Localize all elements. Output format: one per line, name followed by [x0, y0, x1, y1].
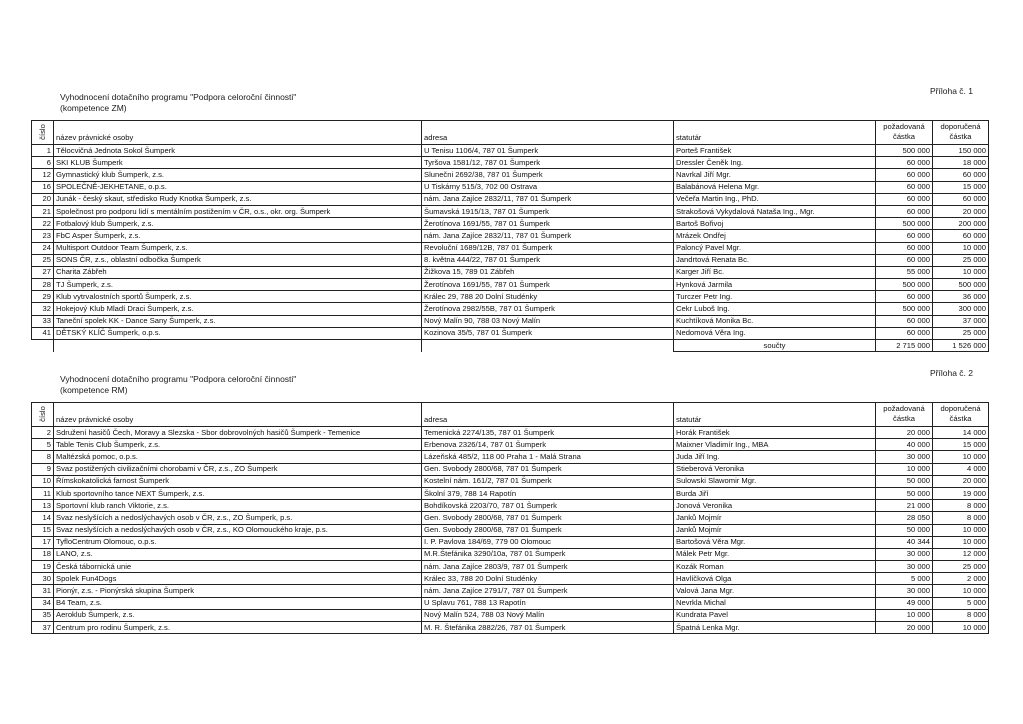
cell-adresa: Slunečni 2692/38, 787 01 Šumperk — [422, 169, 674, 181]
cell-adresa: Gen. Svobody 2800/68, 787 01 Šumperk — [422, 524, 674, 536]
table-row — [32, 242, 989, 254]
cell-doporucena: 4 000 — [933, 463, 989, 475]
cell-cislo: 32 — [32, 303, 54, 315]
cell-nazev: Svaz neslyšících a nedoslýchavých osob v ČR, z.s., KO Olomouckého kraje, p.s. — [54, 524, 422, 536]
cell-doporucena: 8 000 — [933, 512, 989, 524]
table-row — [32, 303, 989, 315]
header-cislo: číslo — [32, 121, 54, 145]
cell-statutar: Strakošová Vykydalová Nataša Ing., Mgr. — [674, 205, 876, 217]
table-row — [32, 573, 989, 585]
cell-nazev: Klub vytrvalostních sportů Šumperk, z.s. — [54, 291, 422, 303]
cell-adresa: Šumavská 1915/13, 787 01 Šumperk — [422, 205, 674, 217]
cell-cislo: 1 — [32, 145, 54, 157]
cell-nazev: Hokejový Klub Mladí Draci Šumperk, z.s. — [54, 303, 422, 315]
table-row — [32, 536, 989, 548]
header-adresa: adresa — [422, 121, 674, 145]
cell-doporucena: 36 000 — [933, 291, 989, 303]
table-row — [32, 524, 989, 536]
cell-statutar: Kundrata Pavel — [674, 609, 876, 621]
cell-doporucena: 10 000 — [933, 266, 989, 278]
cell-pozadovana: 60 000 — [876, 169, 933, 181]
section2-title: Vyhodnocení dotačního programu "Podpora celoroční činnosti" — [60, 374, 297, 384]
cell-adresa: I. P. Pavlova 184/69, 779 00 Olomouc — [422, 536, 674, 548]
sum-label: součty — [674, 340, 876, 352]
cell-doporucena: 10 000 — [933, 242, 989, 254]
cell-cislo: 17 — [32, 536, 54, 548]
cell-statutar: Jonová Veronika — [674, 500, 876, 512]
cell-nazev: Klub sportovního tance NEXT Šumperk, z.s. — [54, 487, 422, 499]
cell-nazev: Maltézská pomoc, o.p.s. — [54, 451, 422, 463]
cell-nazev: TJ Šumperk, z.s. — [54, 279, 422, 291]
cell-adresa: Žižkova 15, 789 01 Zábřeh — [422, 266, 674, 278]
table-row — [32, 291, 989, 303]
table-row — [32, 254, 989, 266]
cell-doporucena: 10 000 — [933, 524, 989, 536]
cell-nazev: FbC Asper Šumperk, z.s. — [54, 230, 422, 242]
cell-nazev: Spolek Fun4Dogs — [54, 573, 422, 585]
cell-adresa: Žerotínova 2982/55B, 787 01 Šumperk — [422, 303, 674, 315]
cell-adresa: Revoluční 1689/12B, 787 01 Šumperk — [422, 242, 674, 254]
cell-nazev: Gymnastický klub Šumperk, z.s. — [54, 169, 422, 181]
cell-adresa: Lázeňská 485/2, 118 00 Praha 1 - Malá Strana — [422, 451, 674, 463]
cell-statutar: Bartoš Bořivoj — [674, 218, 876, 230]
cell-nazev: Římskokatolická farnost Šumperk — [54, 475, 422, 487]
cell-doporucena: 20 000 — [933, 205, 989, 217]
cell-statutar: Večeřa Martin Ing., PhD. — [674, 193, 876, 205]
cell-statutar: Stieberová Veronika — [674, 463, 876, 475]
table-row — [32, 145, 989, 157]
cell-adresa: Kostelní nám. 161/2, 787 01 Šumperk — [422, 475, 674, 487]
cell-doporucena: 8 000 — [933, 609, 989, 621]
cell-adresa: Nový Malín 90, 788 03 Nový Malín — [422, 315, 674, 327]
cell-nazev: Multisport Outdoor Team Šumperk, z.s. — [54, 242, 422, 254]
cell-statutar: Špatná Lenka Mgr. — [674, 622, 876, 634]
header-cislo: číslo — [32, 403, 54, 427]
cell-pozadovana: 60 000 — [876, 181, 933, 193]
cell-adresa: Králec 29, 788 20 Dolní Studénky — [422, 291, 674, 303]
cell-statutar: Dressler Čeněk Ing. — [674, 157, 876, 169]
cell-statutar: Turczer Petr Ing. — [674, 291, 876, 303]
cell-adresa: Gen. Svobody 2800/68, 787 01 Šumperk — [422, 512, 674, 524]
cell-cislo: 37 — [32, 622, 54, 634]
cell-doporucena: 14 000 — [933, 427, 989, 439]
cell-statutar: Nedomová Věra Ing. — [674, 327, 876, 339]
table-row — [32, 266, 989, 278]
cell-pozadovana: 49 000 — [876, 597, 933, 609]
cell-nazev: SPOLEČNĚ-JEKHETANE, o.p.s. — [54, 181, 422, 193]
cell-nazev: Aeroklub Šumperk, z.s. — [54, 609, 422, 621]
cell-nazev: SKI KLUB Šumperk — [54, 157, 422, 169]
cell-cislo: 19 — [32, 561, 54, 573]
cell-statutar: Valová Jana Mgr. — [674, 585, 876, 597]
cell-nazev: Česká tábornická unie — [54, 561, 422, 573]
cell-doporucena: 15 000 — [933, 181, 989, 193]
cell-cislo: 24 — [32, 242, 54, 254]
table-row — [32, 427, 989, 439]
cell-nazev: LANO, z.s. — [54, 548, 422, 560]
cell-pozadovana: 60 000 — [876, 242, 933, 254]
cell-nazev: Taneční spolek KK - Dance Sany Šumperk, z.s. — [54, 315, 422, 327]
cell-doporucena: 18 000 — [933, 157, 989, 169]
cell-doporucena: 12 000 — [933, 548, 989, 560]
cell-adresa: Králec 33, 788 20 Dolní Studénky — [422, 573, 674, 585]
cell-cislo: 2 — [32, 427, 54, 439]
section2-table — [31, 402, 989, 634]
cell-cislo: 20 — [32, 193, 54, 205]
table-row — [32, 622, 989, 634]
table-row — [32, 548, 989, 560]
cell-doporucena: 10 000 — [933, 622, 989, 634]
cell-cislo: 21 — [32, 205, 54, 217]
cell-nazev: Fotbalový klub Šumperk, z.s. — [54, 218, 422, 230]
cell-pozadovana: 5 000 — [876, 573, 933, 585]
cell-doporucena: 20 000 — [933, 475, 989, 487]
cell-nazev: Centrum pro rodinu Šumperk, z.s. — [54, 622, 422, 634]
cell-cislo: 29 — [32, 291, 54, 303]
cell-pozadovana: 30 000 — [876, 451, 933, 463]
cell-pozadovana: 28 050 — [876, 512, 933, 524]
cell-pozadovana: 50 000 — [876, 475, 933, 487]
cell-cislo: 16 — [32, 181, 54, 193]
cell-cislo: 41 — [32, 327, 54, 339]
cell-pozadovana: 20 000 — [876, 427, 933, 439]
section1-sum-row — [32, 340, 989, 352]
header-doporucena: doporučená částka — [933, 403, 989, 427]
cell-nazev: Společnost pro podporu lidí s mentálním postižením v ČR, o.s., okr. org. Šumperk — [54, 205, 422, 217]
cell-adresa: nám. Jana Zajíce 2832/11, 787 01 Šumperk — [422, 193, 674, 205]
cell-cislo: 23 — [32, 230, 54, 242]
cell-adresa: nám. Jana Zajíce 2803/9, 787 01 Šumperk — [422, 561, 674, 573]
cell-cislo: 30 — [32, 573, 54, 585]
section1-heading — [60, 92, 296, 114]
cell-pozadovana: 10 000 — [876, 609, 933, 621]
section1-table — [31, 120, 989, 352]
header-pozadovana: požadovaná částka — [876, 403, 933, 427]
cell-statutar: Málek Petr Mgr. — [674, 548, 876, 560]
cell-doporucena: 25 000 — [933, 561, 989, 573]
cell-adresa: Kozinova 35/5, 787 01 Šumperk — [422, 327, 674, 339]
cell-doporucena: 5 000 — [933, 597, 989, 609]
cell-adresa: Temenická 2274/135, 787 01 Šumperk — [422, 427, 674, 439]
cell-pozadovana: 60 000 — [876, 205, 933, 217]
cell-pozadovana: 10 000 — [876, 463, 933, 475]
table-row — [32, 230, 989, 242]
cell-statutar: Balabánová Helena Mgr. — [674, 181, 876, 193]
table-row — [32, 500, 989, 512]
cell-cislo: 18 — [32, 548, 54, 560]
table-row — [32, 439, 989, 451]
cell-adresa: Tyršova 1581/12, 787 01 Šumperk — [422, 157, 674, 169]
cell-statutar: Mrázek Ondřej — [674, 230, 876, 242]
table-row — [32, 193, 989, 205]
cell-nazev: SONS ČR, z.s., oblastní odbočka Šumperk — [54, 254, 422, 266]
cell-nazev: Svaz neslyšících a nedoslýchavých osob v ČR, z.s., ZO Šumperk, p.s. — [54, 512, 422, 524]
cell-doporucena: 60 000 — [933, 169, 989, 181]
cell-statutar: Kuchtíková Monika Bc. — [674, 315, 876, 327]
cell-nazev: Sportovní klub ranch Viktorie, z.s. — [54, 500, 422, 512]
cell-pozadovana: 50 000 — [876, 487, 933, 499]
cell-doporucena: 2 000 — [933, 573, 989, 585]
table-row — [32, 487, 989, 499]
cell-doporucena: 19 000 — [933, 487, 989, 499]
cell-cislo: 15 — [32, 524, 54, 536]
section1-body — [32, 145, 989, 340]
cell-pozadovana: 55 000 — [876, 266, 933, 278]
cell-nazev: Tělocvičná Jednota Sokol Šumperk — [54, 145, 422, 157]
table-row — [32, 585, 989, 597]
sum-pozadovana: 2 715 000 — [876, 340, 933, 352]
table-row — [32, 327, 989, 339]
sum-doporucena: 1 526 000 — [933, 340, 989, 352]
cell-nazev: TyfloCentrum Olomouc, o.p.s. — [54, 536, 422, 548]
cell-doporucena: 10 000 — [933, 451, 989, 463]
cell-statutar: Burda Jiří — [674, 487, 876, 499]
cell-pozadovana: 500 000 — [876, 218, 933, 230]
header-doporucena: doporučená částka — [933, 121, 989, 145]
cell-adresa: Žerotínova 1691/55, 787 01 Šumperk — [422, 218, 674, 230]
cell-doporucena: 10 000 — [933, 585, 989, 597]
table-row — [32, 279, 989, 291]
cell-doporucena: 60 000 — [933, 230, 989, 242]
cell-statutar: Sulowski Slawomir Mgr. — [674, 475, 876, 487]
cell-cislo: 34 — [32, 597, 54, 609]
cell-nazev: B4 Team, z.s. — [54, 597, 422, 609]
cell-doporucena: 15 000 — [933, 439, 989, 451]
header-statutar: statutár — [674, 121, 876, 145]
header-pozadovana: požadovaná částka — [876, 121, 933, 145]
cell-adresa: U Splavu 761, 788 13 Rapotín — [422, 597, 674, 609]
section2-body — [32, 427, 989, 634]
cell-cislo: 5 — [32, 439, 54, 451]
cell-pozadovana: 40 000 — [876, 439, 933, 451]
cell-statutar: Bartošová Věra Mgr. — [674, 536, 876, 548]
table-row — [32, 597, 989, 609]
header-nazev: název právnické osoby — [54, 121, 422, 145]
cell-statutar: Janků Mojmír — [674, 512, 876, 524]
cell-doporucena: 25 000 — [933, 327, 989, 339]
table-row — [32, 205, 989, 217]
cell-doporucena: 200 000 — [933, 218, 989, 230]
cell-statutar: Kozák Roman — [674, 561, 876, 573]
section1-title: Vyhodnocení dotačního programu "Podpora celoroční činnosti" — [60, 92, 297, 102]
cell-adresa: 8. května 444/22, 787 01 Šumperk — [422, 254, 674, 266]
cell-pozadovana: 30 000 — [876, 585, 933, 597]
cell-statutar: Hynková Jarmila — [674, 279, 876, 291]
section2-heading — [60, 374, 296, 396]
section2-subtitle: (kompetence RM) — [60, 385, 128, 395]
cell-statutar: Juda Jiří Ing. — [674, 451, 876, 463]
cell-adresa: Gen. Svobody 2800/68, 787 01 Šumperk — [422, 463, 674, 475]
section2-header-row — [32, 403, 989, 427]
cell-pozadovana: 500 000 — [876, 145, 933, 157]
cell-adresa: Školní 379, 788 14 Rapotín — [422, 487, 674, 499]
cell-cislo: 33 — [32, 315, 54, 327]
cell-pozadovana: 30 000 — [876, 561, 933, 573]
table-row — [32, 218, 989, 230]
section1-appendix-label: Příloha č. 1 — [930, 86, 973, 96]
table-row — [32, 181, 989, 193]
cell-pozadovana: 30 000 — [876, 548, 933, 560]
table-row — [32, 169, 989, 181]
cell-cislo: 25 — [32, 254, 54, 266]
cell-cislo: 8 — [32, 451, 54, 463]
table-row — [32, 561, 989, 573]
cell-doporucena: 150 000 — [933, 145, 989, 157]
cell-pozadovana: 60 000 — [876, 193, 933, 205]
cell-pozadovana: 21 000 — [876, 500, 933, 512]
cell-statutar: Cekr Luboš Ing. — [674, 303, 876, 315]
cell-statutar: Navrkal Jiří Mgr. — [674, 169, 876, 181]
cell-statutar: Karger Jiří Bc. — [674, 266, 876, 278]
cell-cislo: 13 — [32, 500, 54, 512]
cell-nazev: Svaz postižených civilizačními chorobami v ČR, z.s., ZO Šumperk — [54, 463, 422, 475]
cell-adresa: Žerotínova 1691/55, 787 01 Šumperk — [422, 279, 674, 291]
cell-nazev: Sdružení hasičů Čech, Moravy a Slezska - Sbor dobrovolných hasičů Šumperk - Temenice — [54, 427, 422, 439]
cell-pozadovana: 60 000 — [876, 230, 933, 242]
cell-nazev: Pionýr, z.s. - Pionýrská skupina Šumperk — [54, 585, 422, 597]
cell-adresa: nám. Jana Zajíce 2832/11, 787 01 Šumperk — [422, 230, 674, 242]
cell-doporucena: 25 000 — [933, 254, 989, 266]
cell-nazev: Charita Zábřeh — [54, 266, 422, 278]
table-row — [32, 609, 989, 621]
cell-statutar: Jandrtová Renata Bc. — [674, 254, 876, 266]
cell-adresa: M. R. Štefánika 2882/26, 787 01 Šumperk — [422, 622, 674, 634]
table-row — [32, 512, 989, 524]
cell-pozadovana: 60 000 — [876, 254, 933, 266]
table-row — [32, 475, 989, 487]
cell-statutar: Havlíčková Olga — [674, 573, 876, 585]
cell-pozadovana: 60 000 — [876, 315, 933, 327]
cell-pozadovana: 20 000 — [876, 622, 933, 634]
cell-adresa: Erbenova 2326/14, 787 01 Šumperk — [422, 439, 674, 451]
cell-doporucena: 500 000 — [933, 279, 989, 291]
cell-cislo: 22 — [32, 218, 54, 230]
cell-adresa: U Tiskárny 515/3, 702 00 Ostrava — [422, 181, 674, 193]
cell-pozadovana: 60 000 — [876, 291, 933, 303]
cell-pozadovana: 500 000 — [876, 303, 933, 315]
cell-statutar: Maixner Vladimír Ing., MBA — [674, 439, 876, 451]
cell-pozadovana: 40 344 — [876, 536, 933, 548]
cell-doporucena: 300 000 — [933, 303, 989, 315]
cell-cislo: 27 — [32, 266, 54, 278]
cell-cislo: 35 — [32, 609, 54, 621]
cell-doporucena: 37 000 — [933, 315, 989, 327]
table-row — [32, 315, 989, 327]
table-row — [32, 463, 989, 475]
cell-doporucena: 8 000 — [933, 500, 989, 512]
cell-statutar: Horák František — [674, 427, 876, 439]
cell-pozadovana: 60 000 — [876, 157, 933, 169]
cell-cislo: 9 — [32, 463, 54, 475]
cell-nazev: Junák - český skaut, středisko Rudy Knotka Šumperk, z.s. — [54, 193, 422, 205]
cell-cislo: 11 — [32, 487, 54, 499]
section1-subtitle: (kompetence ZM) — [60, 103, 127, 113]
header-statutar: statutár — [674, 403, 876, 427]
table-row — [32, 157, 989, 169]
cell-cislo: 12 — [32, 169, 54, 181]
section2-appendix-label: Příloha č. 2 — [930, 368, 973, 378]
cell-pozadovana: 60 000 — [876, 327, 933, 339]
section1-header-row — [32, 121, 989, 145]
cell-adresa: U Tenisu 1106/4, 787 01 Šumperk — [422, 145, 674, 157]
cell-adresa: nám. Jana Zajíce 2791/7, 787 01 Šumperk — [422, 585, 674, 597]
cell-nazev: Table Tenis Club Šumperk, z.s. — [54, 439, 422, 451]
cell-statutar: Janků Mojmír — [674, 524, 876, 536]
cell-pozadovana: 50 000 — [876, 524, 933, 536]
cell-cislo: 14 — [32, 512, 54, 524]
cell-cislo: 6 — [32, 157, 54, 169]
cell-statutar: Porteš František — [674, 145, 876, 157]
cell-adresa: Nový Malín 524, 788 03 Nový Malín — [422, 609, 674, 621]
table-row — [32, 451, 989, 463]
header-adresa: adresa — [422, 403, 674, 427]
cell-cislo: 28 — [32, 279, 54, 291]
header-nazev: název právnické osoby — [54, 403, 422, 427]
cell-pozadovana: 500 000 — [876, 279, 933, 291]
cell-statutar: Paloncý Pavel Mgr. — [674, 242, 876, 254]
cell-nazev: DĚTSKÝ KLÍČ Šumperk, o.p.s. — [54, 327, 422, 339]
cell-adresa: Bohdíkovská 2203/70, 787 01 Šumperk — [422, 500, 674, 512]
cell-doporucena: 60 000 — [933, 193, 989, 205]
cell-cislo: 10 — [32, 475, 54, 487]
cell-adresa: M.R.Štefánika 3290/10a, 787 01 Šumperk — [422, 548, 674, 560]
cell-statutar: Nevrkla Michal — [674, 597, 876, 609]
cell-doporucena: 10 000 — [933, 536, 989, 548]
cell-cislo: 31 — [32, 585, 54, 597]
